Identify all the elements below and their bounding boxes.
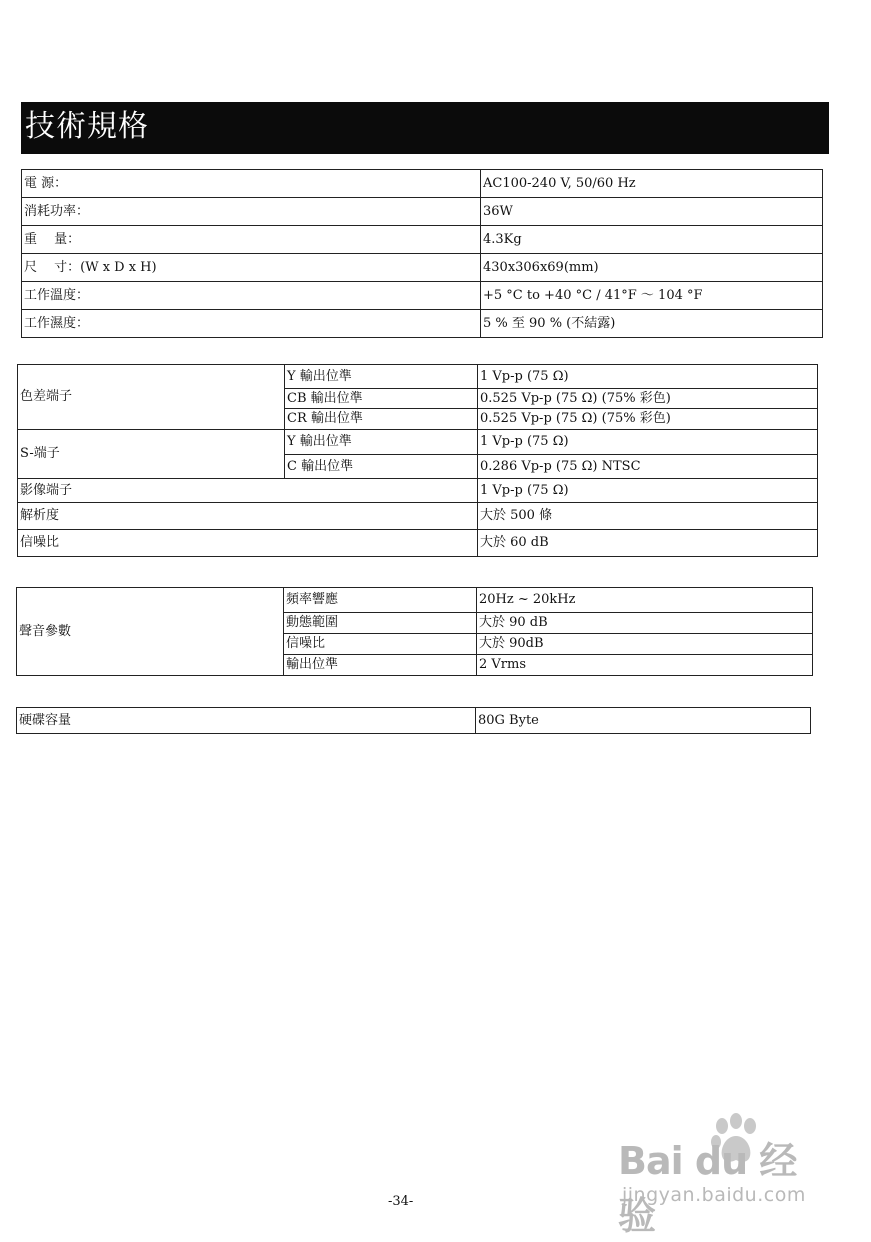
spec-label: 影像端子 — [18, 479, 478, 503]
watermark-url: jingyan.baidu.com — [622, 1184, 806, 1206]
spec-value: 0.286 Vp-p (75 Ω) NTSC — [478, 455, 818, 479]
section-header-bar — [21, 102, 829, 154]
general-specs-table — [21, 169, 823, 338]
spec-value: 430x306x69(mm) — [481, 254, 823, 282]
audio-specs-table — [16, 587, 813, 676]
spec-name: CB 輸出位準 — [285, 389, 478, 409]
spec-name: 動態範圍 — [284, 613, 477, 634]
table-row — [18, 503, 818, 530]
spec-name: Y 輸出位準 — [285, 365, 478, 389]
page-number: -34- — [388, 1194, 414, 1209]
spec-name: C 輸出位準 — [285, 455, 478, 479]
table-row — [22, 310, 823, 338]
storage-specs-table — [16, 707, 811, 734]
table-row — [17, 708, 811, 734]
spec-label: 信噪比 — [18, 530, 478, 557]
table-row — [22, 226, 823, 254]
spec-value: 大於 90 dB — [477, 613, 813, 634]
spec-value: 0.525 Vp-p (75 Ω) (75% 彩色) — [478, 409, 818, 430]
spec-name: 輸出位準 — [284, 655, 477, 676]
table-row — [18, 530, 818, 557]
spec-value: 20Hz ~ 20kHz — [477, 588, 813, 613]
baidu-watermark — [618, 1112, 828, 1238]
spec-value: 36W — [481, 198, 823, 226]
watermark-logo-text: Bai du 经验 — [618, 1139, 797, 1238]
group-label: 色差端子 — [18, 365, 285, 430]
spec-label: 硬碟容量 — [17, 708, 476, 734]
spec-value: 大於 60 dB — [478, 530, 818, 557]
spec-label: 電 源： — [22, 170, 481, 198]
spec-value: 大於 90dB — [477, 634, 813, 655]
spec-value: 2 Vrms — [477, 655, 813, 676]
spec-value: 5 % 至 90 % (不結露) — [481, 310, 823, 338]
table-row — [22, 198, 823, 226]
spec-label: 重 量： — [22, 226, 481, 254]
table-row — [17, 588, 813, 613]
spec-value: 1 Vp-p (75 Ω) — [478, 365, 818, 389]
spec-value: +5 °C to +40 °C / 41°F ～ 104 °F — [481, 282, 823, 310]
spec-name: 信噪比 — [284, 634, 477, 655]
spec-value: 大於 500 條 — [478, 503, 818, 530]
spec-value: 80G Byte — [476, 708, 811, 734]
spec-name: Y 輸出位準 — [285, 430, 478, 455]
spec-name: CR 輸出位準 — [285, 409, 478, 430]
table-row — [18, 365, 818, 389]
spec-value: 1 Vp-p (75 Ω) — [478, 479, 818, 503]
group-label: S-端子 — [18, 430, 285, 479]
table-row — [18, 479, 818, 503]
table-row — [22, 170, 823, 198]
spec-label: 尺 寸：(W x D x H) — [22, 254, 481, 282]
spec-name: 頻率響應 — [284, 588, 477, 613]
table-row — [22, 254, 823, 282]
spec-label: 解析度 — [18, 503, 478, 530]
spec-value: 1 Vp-p (75 Ω) — [478, 430, 818, 455]
spec-label: 消耗功率： — [22, 198, 481, 226]
spec-value: AC100-240 V, 50/60 Hz — [481, 170, 823, 198]
group-label: 聲音參數 — [17, 588, 284, 676]
video-specs-table — [17, 364, 818, 557]
table-row — [22, 282, 823, 310]
spec-value: 0.525 Vp-p (75 Ω) (75% 彩色) — [478, 389, 818, 409]
spec-value: 4.3Kg — [481, 226, 823, 254]
table-row — [18, 430, 818, 455]
spec-label: 工作濕度： — [22, 310, 481, 338]
spec-label: 工作溫度： — [22, 282, 481, 310]
section-title: 技術規格 — [25, 109, 149, 144]
